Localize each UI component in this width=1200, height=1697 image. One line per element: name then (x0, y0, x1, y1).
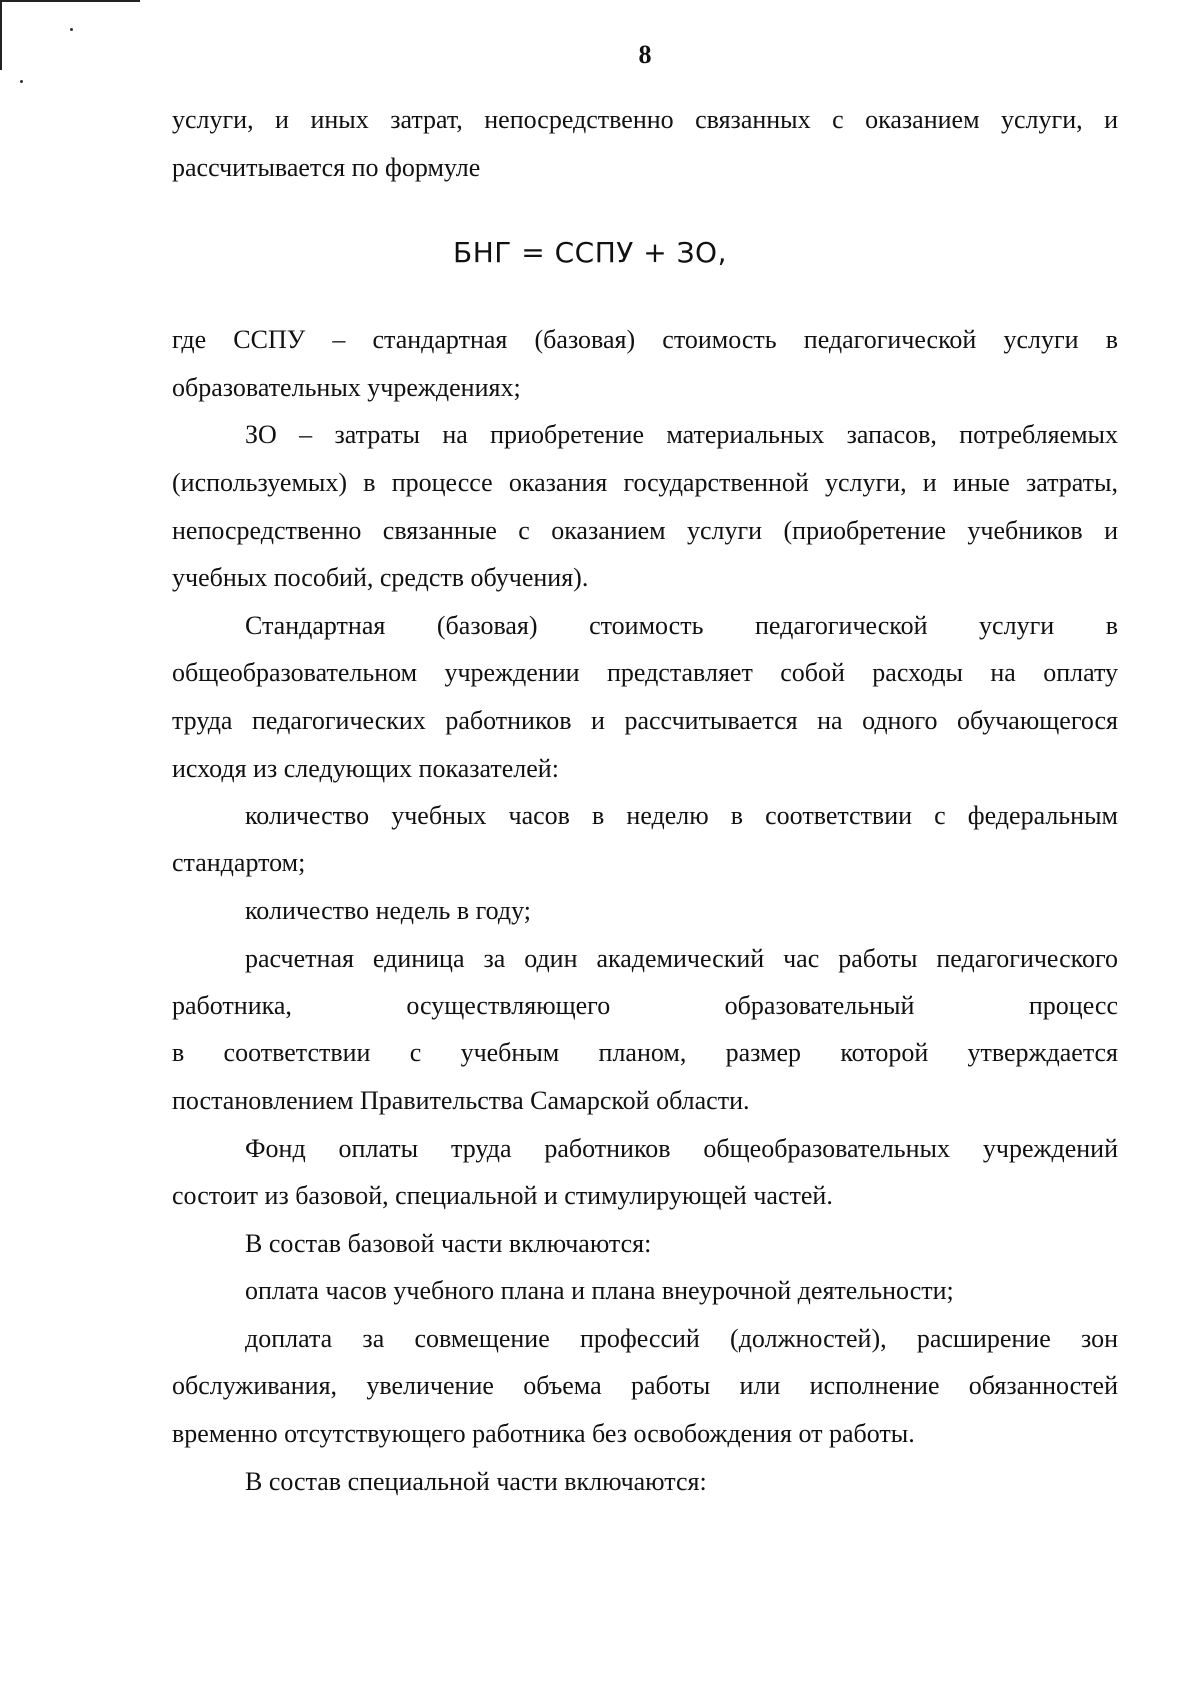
text-line: доплата за совмещение профессий (должностей), расширение зон (245, 1324, 1118, 1353)
scan-speck (20, 80, 23, 83)
text-line: где ССПУ – стандартная (базовая) стоимость педагогической услуги в (172, 325, 1118, 354)
text-line: ЗО – затраты на приобретение материальных запасов, потребляемых (245, 420, 1118, 449)
text-line: работника, осуществляющего образовательный процесс (172, 991, 1118, 1020)
scan-edge-mark-top (0, 0, 140, 2)
text-line: учебных пособий, средств обучения). (172, 563, 589, 592)
text-line: образовательных учреждениях; (172, 373, 521, 402)
text-line: стандартом; (172, 848, 306, 877)
text-line: непосредственно связанные с оказанием услуги (приобретение учебников и (172, 516, 1118, 545)
text-line: услуги, и иных затрат, непосредственно связанных с оказанием услуги, и (172, 105, 1118, 134)
text-line: В состав специальной части включаются: (245, 1467, 707, 1496)
text-line: исходя из следующих показателей: (172, 754, 559, 783)
text-line: труда педагогических работников и рассчитывается на одного обучающегося (172, 706, 1118, 735)
scan-speck (70, 28, 73, 31)
text-line: расчетная единица за один академический час работы педагогического (245, 944, 1118, 973)
text-line: временно отсутствующего работника без освобождения от работы. (172, 1419, 915, 1448)
text-line: оплата часов учебного плана и плана внеурочной деятельности; (245, 1276, 954, 1305)
text-line: в соответствии с учебным планом, размер которой утверждается (172, 1038, 1118, 1067)
formula: БНГ = ССПУ + ЗО, (453, 236, 727, 269)
text-line: обслуживания, увеличение объема работы или исполнение обязанностей (172, 1371, 1118, 1400)
page-number: 8 (638, 40, 652, 69)
text-line: Фонд оплаты труда работников общеобразовательных учреждений (245, 1134, 1118, 1163)
text-line: состоит из базовой, специальной и стимулирующей частей. (172, 1181, 833, 1210)
text-line: постановлением Правительства Самарской области. (172, 1086, 750, 1115)
text-line: рассчитывается по формуле (172, 153, 481, 182)
text-line: количество учебных часов в неделю в соответствии с федеральным (245, 801, 1118, 830)
text-line: общеобразовательном учреждении представляет собой расходы на оплату (172, 658, 1118, 687)
text-line: количество недель в году; (245, 896, 531, 925)
text-line: (используемых) в процессе оказания государственной услуги, и иные затраты, (172, 468, 1118, 497)
text-line: Стандартная (базовая) стоимость педагогической услуги в (245, 611, 1118, 640)
text-line: В состав базовой части включаются: (245, 1229, 652, 1258)
